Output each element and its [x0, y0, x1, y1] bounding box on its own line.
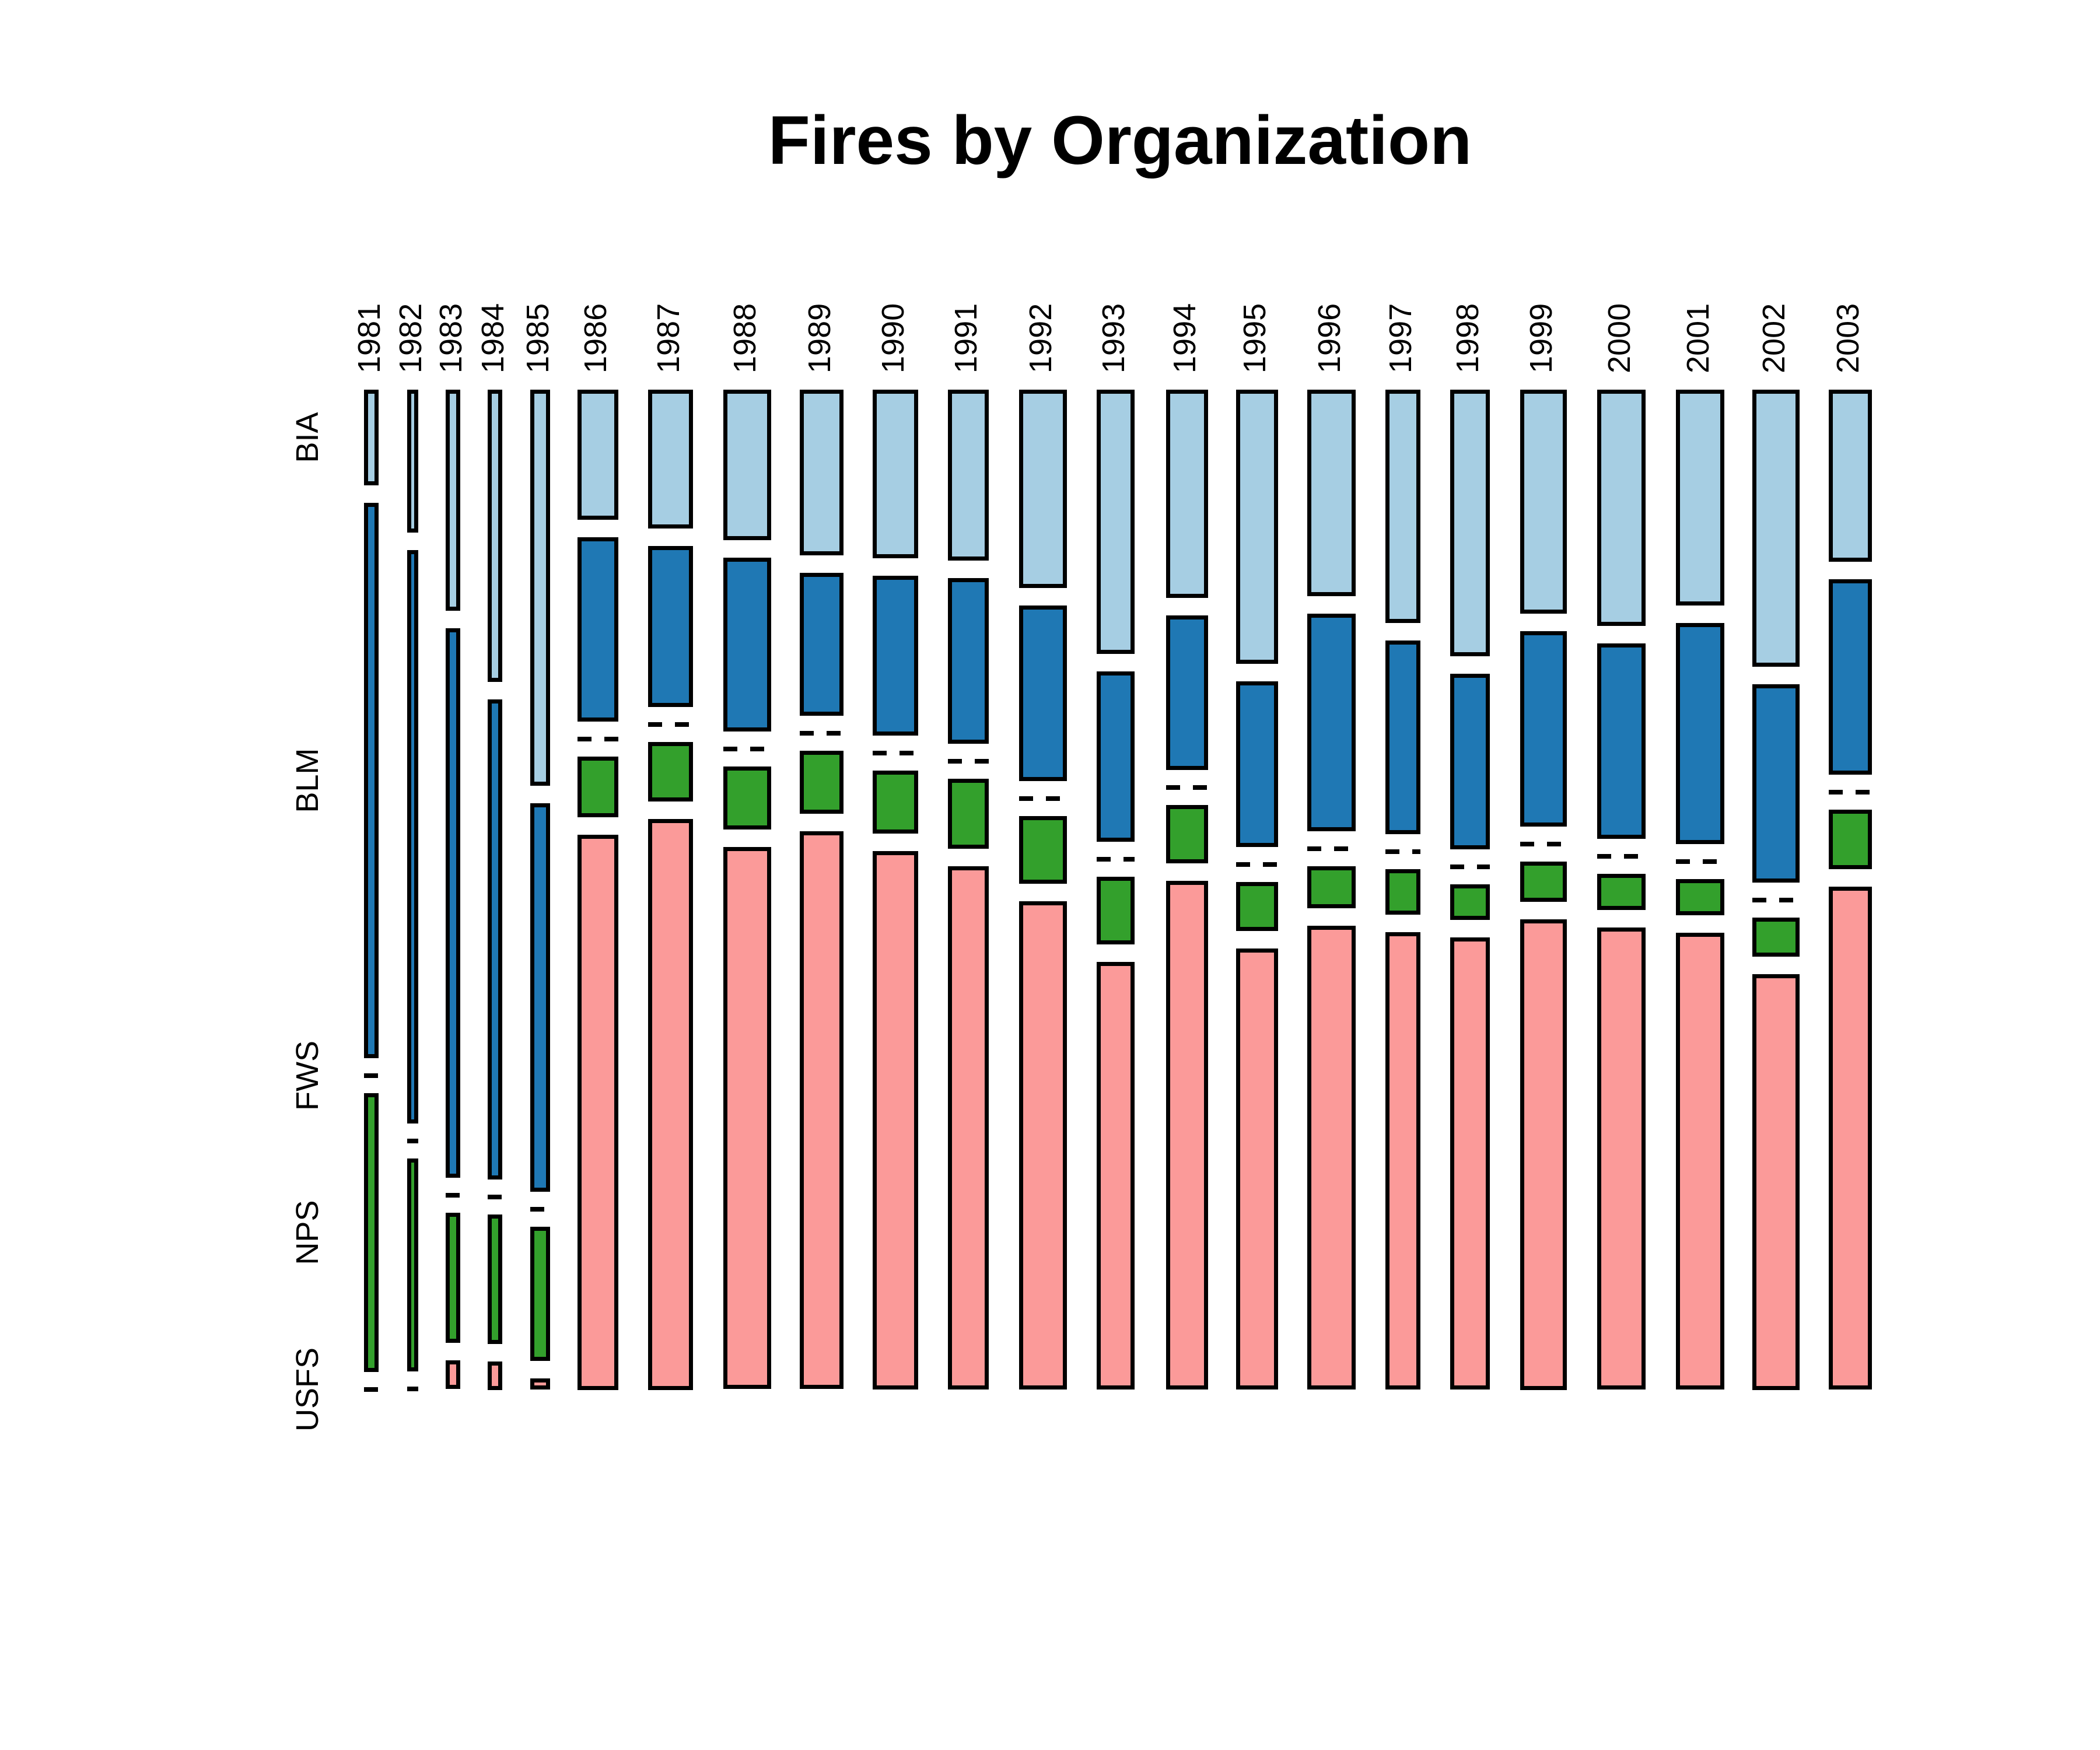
x-axis-label-1987: 1987 — [650, 303, 686, 373]
x-axis-label-2000: 2000 — [1601, 303, 1637, 373]
x-axis-label-1983: 1983 — [433, 303, 468, 373]
tile-1987-BLM — [648, 546, 693, 707]
x-axis-label-2003: 2003 — [1831, 303, 1866, 373]
tile-1984-USFS — [488, 1362, 502, 1390]
tile-1987-NPS — [648, 742, 693, 802]
tile-1991-BLM — [948, 578, 989, 744]
tile-2003-NPS — [1829, 810, 1872, 869]
tile-1990-BLM — [873, 576, 918, 736]
x-axis-label-1995: 1995 — [1237, 303, 1272, 373]
tile-2000-NPS — [1597, 874, 1646, 910]
tile-1996-USFS — [1307, 926, 1356, 1390]
tile-1992-FWS-zero-dash — [1019, 796, 1067, 801]
x-axis-label-1990: 1990 — [876, 303, 911, 373]
tile-1982-NPS — [407, 1158, 418, 1371]
tile-1995-FWS-zero-dash — [1236, 862, 1278, 867]
y-axis-label-BIA: BIA — [290, 412, 325, 463]
tile-1992-BIA — [1019, 390, 1067, 588]
tile-2001-BLM — [1676, 623, 1724, 844]
tile-1983-BIA — [446, 390, 460, 611]
x-axis-label-1991: 1991 — [949, 303, 984, 373]
tile-1985-USFS — [530, 1378, 550, 1390]
tile-1996-NPS — [1307, 866, 1356, 908]
x-axis-label-1981: 1981 — [351, 303, 387, 373]
tile-1983-NPS — [446, 1213, 460, 1343]
tile-1987-FWS-zero-dash — [648, 722, 693, 727]
x-axis-label-1999: 1999 — [1524, 303, 1559, 373]
tile-1990-BIA — [873, 390, 918, 558]
x-axis-label-1985: 1985 — [520, 303, 555, 373]
tile-1989-BIA — [800, 390, 844, 555]
tile-1999-FWS-zero-dash — [1520, 842, 1567, 846]
tile-1998-BIA — [1450, 390, 1490, 656]
tile-2002-BIA — [1752, 390, 1800, 667]
tile-1991-NPS — [948, 779, 989, 849]
tile-1982-USFS-zero-dash — [407, 1387, 418, 1391]
tile-1998-NPS — [1450, 884, 1490, 920]
tile-2001-USFS — [1676, 933, 1724, 1390]
x-axis-label-1989: 1989 — [802, 303, 837, 373]
tile-1993-USFS — [1097, 962, 1135, 1390]
x-axis-label-1993: 1993 — [1096, 303, 1131, 373]
tile-1982-BIA — [407, 390, 418, 533]
tile-1985-BIA — [530, 390, 550, 786]
tile-1985-BLM — [530, 803, 550, 1192]
y-axis-label-FWS: FWS — [290, 1041, 325, 1111]
tile-1982-FWS-zero-dash — [407, 1139, 418, 1143]
tile-1997-BLM — [1385, 640, 1420, 834]
tile-1984-BLM — [488, 699, 502, 1180]
tile-1986-BIA — [578, 390, 618, 520]
tile-1995-BLM — [1236, 681, 1278, 847]
tile-2000-BLM — [1597, 643, 1646, 839]
tile-1984-FWS-zero-dash — [488, 1195, 502, 1199]
tile-1997-USFS — [1385, 932, 1420, 1390]
tile-2000-BIA — [1597, 390, 1646, 626]
y-axis-label-NPS: NPS — [290, 1200, 325, 1265]
tile-1990-NPS — [873, 771, 918, 834]
tile-1994-NPS — [1166, 805, 1208, 863]
x-axis-label-2002: 2002 — [1756, 303, 1791, 373]
tile-1986-FWS-zero-dash — [578, 737, 618, 741]
tile-1981-USFS-zero-dash — [364, 1387, 379, 1392]
tile-2001-BIA — [1676, 390, 1724, 606]
tile-1994-FWS-zero-dash — [1166, 785, 1208, 790]
tile-1989-BLM — [800, 573, 844, 716]
tile-1988-BIA — [723, 390, 771, 540]
tile-1989-NPS — [800, 751, 844, 814]
tile-1985-FWS-zero-dash — [530, 1207, 550, 1212]
tile-1993-NPS — [1097, 877, 1135, 944]
tile-1984-BIA — [488, 390, 502, 682]
tile-1995-BIA — [1236, 390, 1278, 664]
tile-1999-BLM — [1520, 631, 1567, 827]
tile-2002-FWS-zero-dash — [1752, 898, 1800, 902]
tile-1991-BIA — [948, 390, 989, 561]
tile-1993-BIA — [1097, 390, 1135, 654]
x-axis-label-1984: 1984 — [475, 303, 510, 373]
tile-1994-BIA — [1166, 390, 1208, 598]
tile-1988-FWS-zero-dash — [723, 747, 771, 751]
tile-1999-NPS — [1520, 862, 1567, 902]
tile-1986-BLM — [578, 537, 618, 722]
tile-1996-BLM — [1307, 614, 1356, 831]
tile-1987-BIA — [648, 390, 693, 528]
tile-1987-USFS — [648, 819, 693, 1390]
tile-1999-USFS — [1520, 919, 1567, 1390]
tile-1988-NPS — [723, 766, 771, 830]
tile-2002-NPS — [1752, 918, 1800, 957]
x-axis-label-1996: 1996 — [1311, 303, 1347, 373]
tile-1990-FWS-zero-dash — [873, 751, 918, 755]
tile-1993-FWS-zero-dash — [1097, 857, 1135, 862]
x-axis-label-1998: 1998 — [1450, 303, 1485, 373]
tile-1991-USFS — [948, 866, 989, 1390]
tile-1988-BLM — [723, 558, 771, 732]
tile-1992-USFS — [1019, 901, 1067, 1390]
tile-1998-BLM — [1450, 674, 1490, 849]
tile-1999-BIA — [1520, 390, 1567, 614]
y-axis-label-USFS: USFS — [290, 1347, 325, 1432]
x-axis-label-1994: 1994 — [1167, 303, 1202, 373]
tile-1994-USFS — [1166, 881, 1208, 1390]
tile-1985-NPS — [530, 1227, 550, 1361]
tile-2003-BIA — [1829, 390, 1872, 562]
tile-1998-USFS — [1450, 937, 1490, 1390]
tile-2000-FWS-zero-dash — [1597, 854, 1646, 859]
tile-2003-USFS — [1829, 887, 1872, 1390]
tile-1988-USFS — [723, 847, 771, 1389]
tile-1989-FWS-zero-dash — [800, 731, 844, 736]
tile-1981-NPS — [364, 1093, 379, 1372]
tile-1992-BLM — [1019, 606, 1067, 781]
tile-2003-FWS-zero-dash — [1829, 790, 1872, 794]
x-axis-label-2001: 2001 — [1680, 303, 1716, 373]
tile-2002-BLM — [1752, 684, 1800, 883]
x-axis-label-1997: 1997 — [1383, 303, 1418, 373]
tile-1986-USFS — [578, 835, 618, 1390]
x-axis-label-1988: 1988 — [727, 303, 762, 373]
tile-1981-BIA — [364, 390, 379, 485]
tile-2002-USFS — [1752, 974, 1800, 1390]
tile-2003-BLM — [1829, 579, 1872, 775]
tile-1989-USFS — [800, 831, 844, 1389]
tile-1981-BLM — [364, 503, 379, 1058]
tile-1983-BLM — [446, 628, 460, 1178]
tile-2001-NPS — [1676, 879, 1724, 915]
tile-1996-FWS-zero-dash — [1307, 846, 1356, 851]
tile-1983-USFS — [446, 1360, 460, 1389]
tile-1995-NPS — [1236, 882, 1278, 931]
tile-1983-FWS-zero-dash — [446, 1193, 460, 1198]
tile-1992-NPS — [1019, 816, 1067, 884]
tile-1998-FWS-zero-dash — [1450, 864, 1490, 869]
chart-title: Fires by Organization — [768, 102, 1472, 179]
tile-2000-USFS — [1597, 928, 1646, 1390]
y-axis-label-BLM: BLM — [290, 748, 325, 813]
x-axis-label-1982: 1982 — [393, 303, 428, 373]
tile-1997-NPS — [1385, 869, 1420, 915]
tile-1997-BIA — [1385, 390, 1420, 623]
tile-1981-FWS-zero-dash — [364, 1073, 379, 1078]
tile-2001-FWS-zero-dash — [1676, 859, 1724, 864]
tile-1996-BIA — [1307, 390, 1356, 596]
tile-1997-FWS-zero-dash — [1385, 849, 1420, 854]
x-axis-label-1986: 1986 — [578, 303, 613, 373]
x-axis-label-1992: 1992 — [1023, 303, 1058, 373]
tile-1994-BLM — [1166, 615, 1208, 770]
tile-1982-BLM — [407, 550, 418, 1124]
tile-1993-BLM — [1097, 671, 1135, 842]
tile-1995-USFS — [1236, 949, 1278, 1390]
tile-1986-NPS — [578, 757, 618, 817]
tile-1990-USFS — [873, 851, 918, 1390]
tile-1991-FWS-zero-dash — [948, 759, 989, 764]
tile-1984-NPS — [488, 1214, 502, 1344]
